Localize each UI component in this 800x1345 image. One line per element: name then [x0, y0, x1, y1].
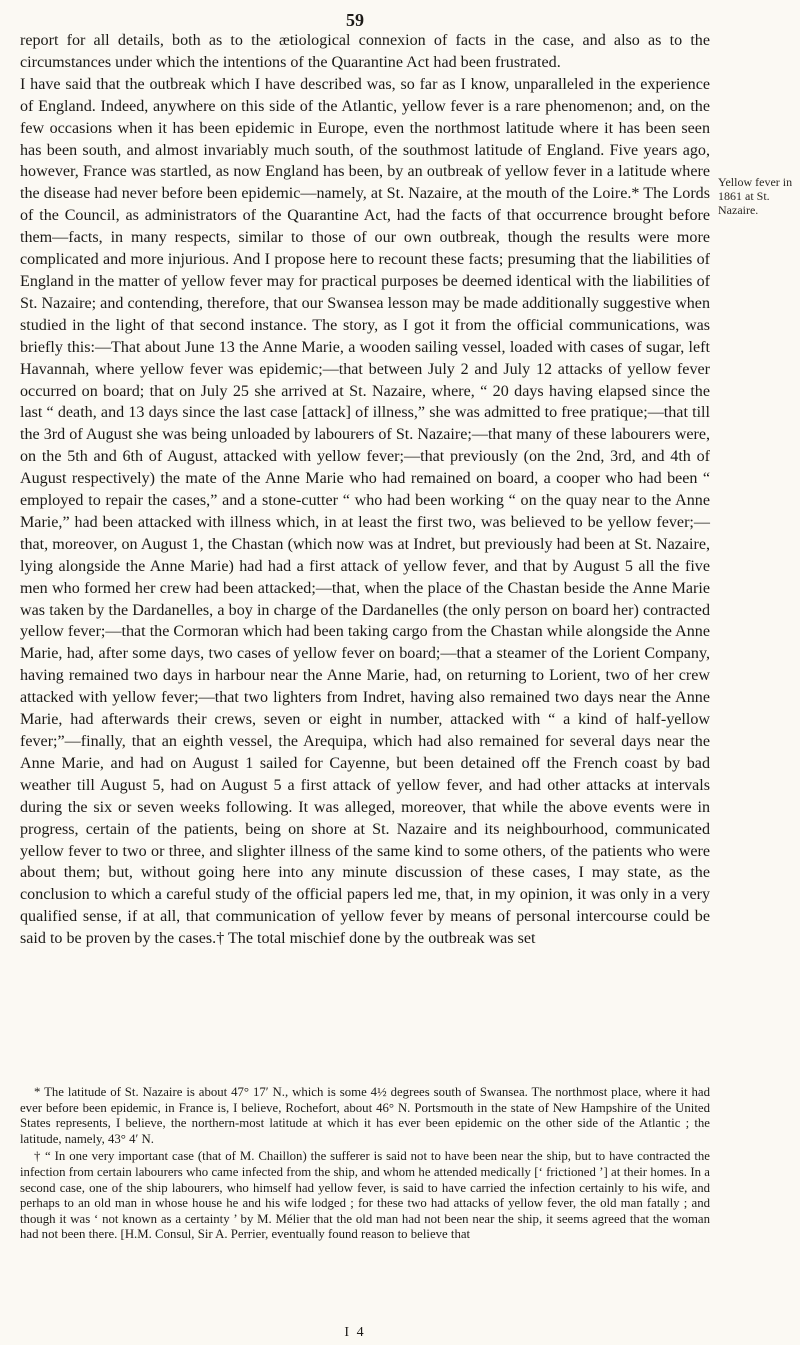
footnote-2: † “ In one very important case (that of M. Chaillon) the sufferer is said not to have been near the ship, but to have contracted the infection from certain labourers who came infected from the ship, and whom he attended medically [‘ frictioned ’] at their homes. In a second case, one of the ship labourers, who himself had yellow fever, is said to have carried the infection certainly to his wife, and perhaps to an old man in whose house he and his wife lodged ; for these two had attacks of yellow fever, the old man fatally ; and though it was ‘ not known as a certainty ’ by M. Mélier that the old man had not been near the ship, it seems agreed that the woman had not been there. [H.M. Consul, Sir A. Perrier, eventually found reason to believe that — [20, 1149, 710, 1242]
paragraph-1: report for all details, both as to the ætiological connexion of facts in the case, and also as to the circumstances under which the intentions of the Quarantine Act had been frustrated. — [20, 32, 710, 71]
footnotes — [20, 1085, 710, 1245]
paragraph-2: I have said that the outbreak which I have described was, so far as I know, unparalleled in the experience of England. Indeed, anywhere on this side of the Atlantic, yellow fever is a rare phenomenon; and, on the few occasions when it has been epidemic in Europe, even the northmost latitude where it has been seen has been south, and almost invariably much south, of the southmost latitude of England. Five years ago, however, France was startled, as now England has been, by an outbreak of yellow fever in a latitude where the disease had never before been epidemic—namely, at St. Nazaire, at the mouth of the Loire.* The Lords of the Council, as administrators of the Quarantine Act, had the facts of that occurrence brought before them—facts, in many respects, similar to those of our own outbreak, though the results were more complicated and more injurious. And I propose here to recount these facts; presuming that the liabilities of England in the matter of yellow fever may for practical purposes be deemed identical with the liabilities of St. Nazaire; and contending, therefore, that our Swansea lesson may be made additionally suggestive when studied in the light of that second instance. The story, as I got it from the official communications, was briefly this:—That about June 13 the Anne Marie, a wooden sailing vessel, loaded with cases of sugar, left Havannah, where yellow fever was epidemic;—that between July 2 and July 12 attacks of yellow fever occurred on board; that on July 25 she arrived at St. Nazaire, where, “ 20 days having elapsed since the last “ death, and 13 days since the last case [attack] of illness,” she was admitted to free pratique;—that till the 3rd of August she was being unloaded by labourers of St. Nazaire;—that many of these labourers were, on the 5th and 6th of August, attacked with yellow fever;—that previously (on the 2nd, 3rd, and 4th of August respectively) the mate of the Anne Marie who had remained on board, a cooper who had been “ employed to repair the cases,” and a stone-cutter “ who had been working “ on the quay near to the Anne Marie,” had been attacked with illness which, in at least the first two, was believed to be yellow fever;—that, moreover, on August 1, the Chastan (which now was at Indret, but previously had been at St. Nazaire, lying alongside the Anne Marie) had had a first attack of yellow fever, and that by August 5 all the five men who formed her crew had been attacked;—that, when the place of the Chastan beside the Anne Marie was taken by the Dardanelles, a boy in charge of the Dardanelles (the only person on board her) contracted yellow fever;—that the Cormoran which had been taking cargo from the Chastan while alongside the Anne Marie, had, after some days, two cases of yellow fever on board;—that a steamer of the Lorient Company, having remained two days in harbour near the Anne Marie, had, on returning to Lorient, two of her crew attacked with yellow fever;—that two lighters from Indret, having also remained two days near the Anne Marie, had afterwards their crews, seven or eight in number, attacked with “ a kind of half-yellow fever;”—finally, that an eighth vessel, the Arequipa, which had also remained for several days near the Anne Marie, and had on August 1 sailed for Cayenne, but been detained off the French coast by bad weather till August 5, had on August 5 a first attack of yellow fever, and had other attacks at intervals during the six or seven weeks following. It was alleged, moreover, that while the above events were in progress, certain of the patients, being on shore at St. Nazaire and its neighbourhood, communicated yellow fever to two or three, and slighter illness of the same kind to some others, of the patients who were about them; but, without going here into any minute discussion of these cases, I may state, as the conclusion to which a careful study of the official papers led me, that, in my opinion, it was only in a very qualified sense, if at all, that communication of yellow fever by means of personal intercourse could be said to be proven by the cases.† The total mischief done by the outbreak was set — [20, 75, 710, 948]
footnote-1: * The latitude of St. Nazaire is about 47° 17′ N., which is some 4½ degrees south of Swansea. The northmost place, where it had ever before been epidemic, in France is, I believe, Rochefort, about 46° N. Portsmouth in the state of New Hampshire of the United States represents, I believe, the northern-most latitude at which it has ever been epidemic on the other side of the Atlantic ; the latitude, namely, 43° 4′ N. — [20, 1085, 710, 1146]
margin-note: Yellow fever in 1861 at St. Nazaire. — [718, 175, 793, 217]
page-number: 59 — [346, 10, 364, 30]
body-text — [20, 30, 710, 950]
signature-mark: I 4 — [344, 1325, 366, 1340]
